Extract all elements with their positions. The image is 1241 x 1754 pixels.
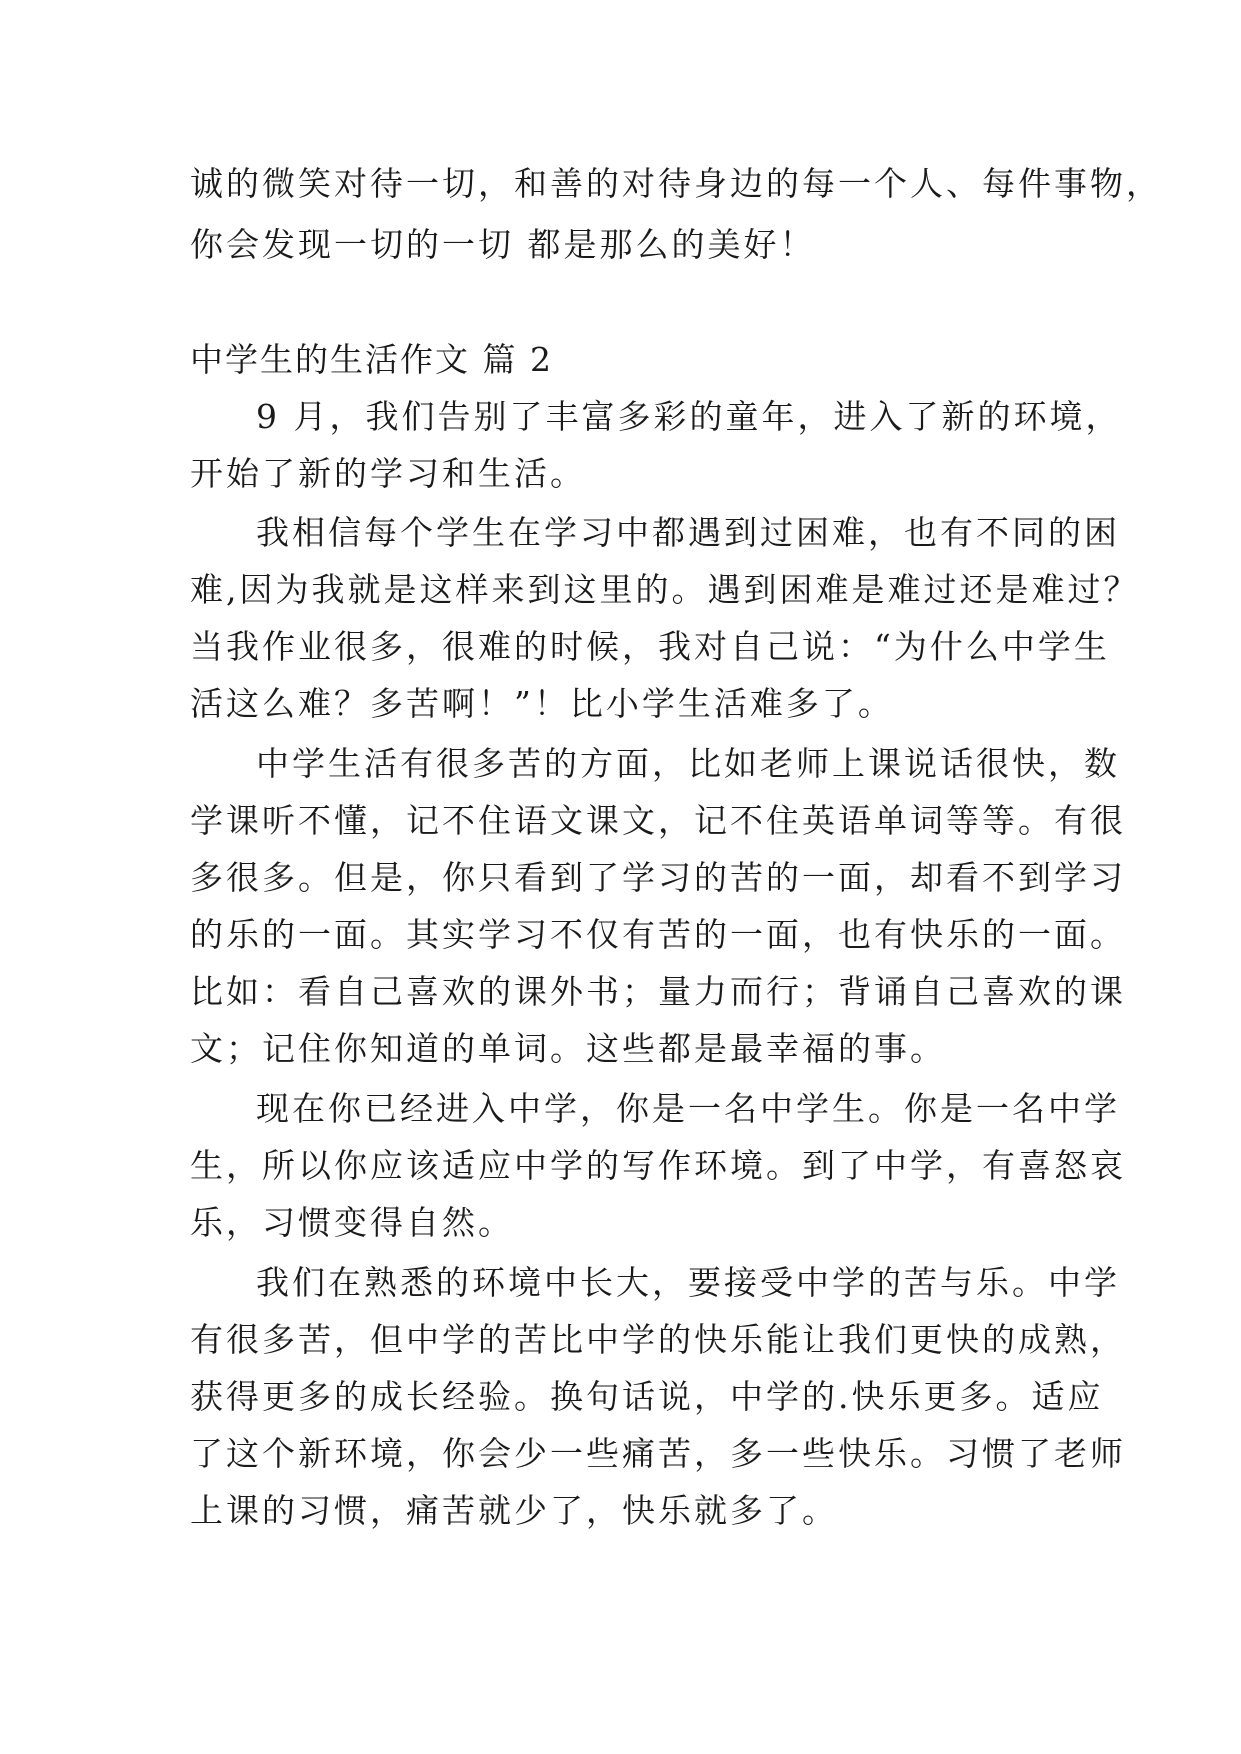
paragraph-line: 我相信每个学生在学习中都遇到过困难，也有不同的困 <box>256 513 1120 552</box>
continuation-line: 你会发现一切的一切 都是那么的美好！ <box>190 225 816 264</box>
paragraph-line: 上课的习惯，痛苦就少了，快乐就多了。 <box>190 1491 838 1530</box>
paragraph-line: 学课听不懂，记不住语文课文，记不住英语单词等等。有很 <box>190 801 1126 840</box>
paragraph-line: 难,因为我就是这样来到这里的。遇到困难是难过还是难过？ <box>190 570 1140 609</box>
paragraph-line: 有很多苦，但中学的苦比中学的快乐能让我们更快的成熟， <box>190 1320 1126 1359</box>
paragraph-line: 9 月，我们告别了丰富多彩的童年，进入了新的环境， <box>256 397 1122 436</box>
paragraph-line: 活这么难？多苦啊！”！比小学生活难多了。 <box>190 684 894 723</box>
paragraph-line: 现在你已经进入中学，你是一名中学生。你是一名中学 <box>256 1089 1120 1128</box>
paragraph-line: 多很多。但是，你只看到了学习的苦的一面，却看不到学习 <box>190 858 1126 897</box>
paragraph-line: 了这个新环境，你会少一些痛苦，多一些快乐。习惯了老师 <box>190 1434 1126 1473</box>
continuation-line: 诚的微笑对待一切，和善的对待身边的每一个人、每件事物， <box>190 164 1162 203</box>
paragraph-line: 的乐的一面。其实学习不仅有苦的一面，也有快乐的一面。 <box>190 915 1126 954</box>
paragraph-line: 乐，习惯变得自然。 <box>190 1203 514 1242</box>
paragraph-line: 比如：看自己喜欢的课外书；量力而行；背诵自己喜欢的课 <box>190 972 1126 1011</box>
paragraph-line: 我们在熟悉的环境中长大，要接受中学的苦与乐。中学 <box>256 1263 1120 1302</box>
paragraph-line: 当我作业很多，很难的时候，我对自己说：“为什么中学生 <box>190 627 1110 666</box>
paragraph-line: 获得更多的成长经验。换句话说，中学的.快乐更多。适应 <box>190 1377 1104 1416</box>
paragraph-line: 中学生活有很多苦的方面，比如老师上课说话很快，数 <box>256 744 1120 783</box>
section-title: 中学生的生活作文 篇 2 <box>190 340 553 379</box>
paragraph-line: 开始了新的学习和生活。 <box>190 454 586 493</box>
paragraph-line: 文；记住你知道的单词。这些都是最幸福的事。 <box>190 1029 946 1068</box>
paragraph-line: 生，所以你应该适应中学的写作环境。到了中学，有喜怒哀 <box>190 1146 1126 1185</box>
